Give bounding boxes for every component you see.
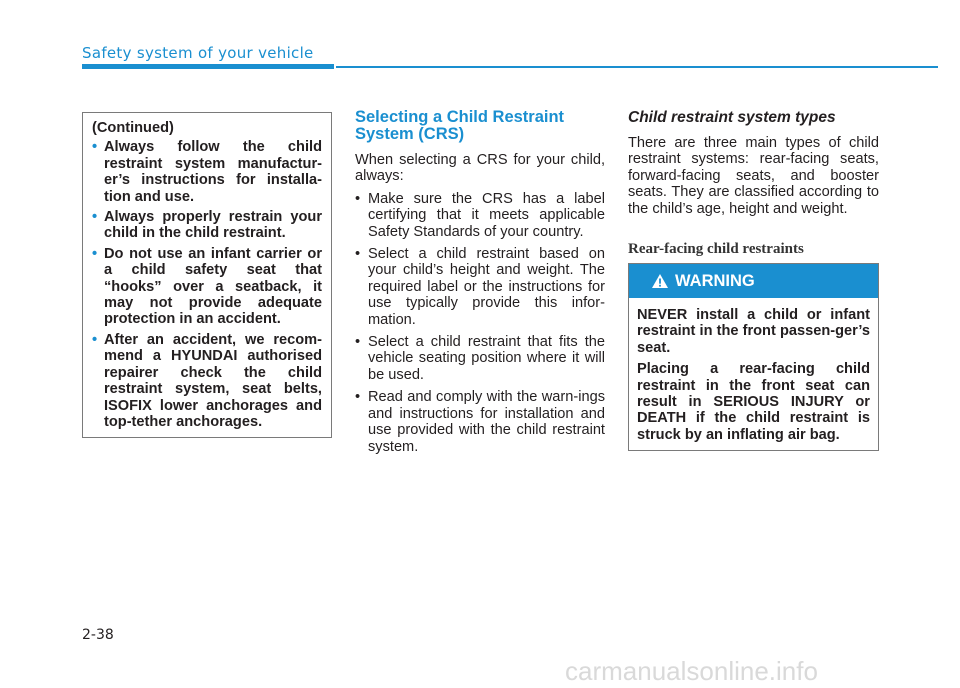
- caution-item: • Always properly restrain your child in the child restraint.: [92, 209, 322, 242]
- types-body-text: There are three main types of child restraint systems: rear-facing seats, forward-facing seats, and booster seats. They are classified according to the child’s age, height and weight.: [628, 135, 879, 217]
- bullet-icon: •: [355, 334, 361, 351]
- subsection-title: Child restraint system types: [628, 109, 836, 126]
- watermark: carmanualsonline.info: [565, 656, 818, 686]
- header-rule-thin: [336, 66, 938, 68]
- list-item: • Select a child restraint based on your child’s height and weight. The required label or the instructions for use typically provide this infor-mation.: [355, 246, 605, 328]
- list-item: • Read and comply with the warn-ings and instructions for installation and use provided with the child restraint system.: [355, 389, 605, 455]
- caution-item: • After an accident, we recom-mend a HYUNDAI authorised repairer check the child restraint system, seat belts, ISOFIX lower anchorages and top-tether anchorages.: [92, 331, 322, 430]
- bullet-icon: •: [355, 246, 361, 263]
- section-title: Selecting a Child Restraint System (CRS): [355, 108, 565, 143]
- crs-types-section: [628, 109, 879, 258]
- bullet-dot-icon: •: [92, 139, 98, 156]
- continued-caution-box: [82, 112, 332, 438]
- list-item: • Select a child restraint that fits the vehicle seating position where it will be used.: [355, 334, 605, 383]
- bullet-dot-icon: •: [92, 209, 98, 226]
- caution-item: • Do not use an infant carrier or a child safety seat that “hooks” over a seatback, it may not provide adequate protection in an accident.: [92, 245, 322, 328]
- selecting-crs-section: [355, 109, 605, 455]
- header-rule-thick: [82, 64, 334, 69]
- warning-paragraph: NEVER install a child or infant restraint in the front passen-ger’s seat.: [637, 307, 870, 356]
- warning-paragraph: Placing a rear-facing child restraint in the front seat can result in SERIOUS INJURY or DEATH if the child restraint is struck by an inflating air bag.: [637, 361, 870, 443]
- page-number: 2-38: [82, 627, 114, 643]
- bullet-dot-icon: •: [92, 331, 98, 348]
- bullet-icon: •: [355, 389, 361, 406]
- list-item: • Make sure the CRS has a label certifying that it meets applicable Safety Standards of your country.: [355, 190, 605, 240]
- section-header-title: Safety system of your vehicle: [82, 44, 314, 62]
- rear-facing-heading: Rear-facing child restraints: [628, 241, 804, 258]
- continued-label: (Continued): [92, 120, 174, 136]
- warning-body: [629, 298, 878, 443]
- caution-item: • Always follow the child restraint system manufactur-er’s instructions for installa-tion and use.: [92, 139, 322, 205]
- warning-header: [629, 264, 878, 298]
- bullet-dot-icon: •: [92, 245, 98, 262]
- bullet-icon: •: [355, 190, 361, 207]
- warning-box: [628, 263, 879, 451]
- warning-label: WARNING: [675, 271, 755, 290]
- warning-triangle-icon: [651, 273, 669, 289]
- intro-text: When selecting a CRS for your child, always:: [355, 152, 605, 185]
